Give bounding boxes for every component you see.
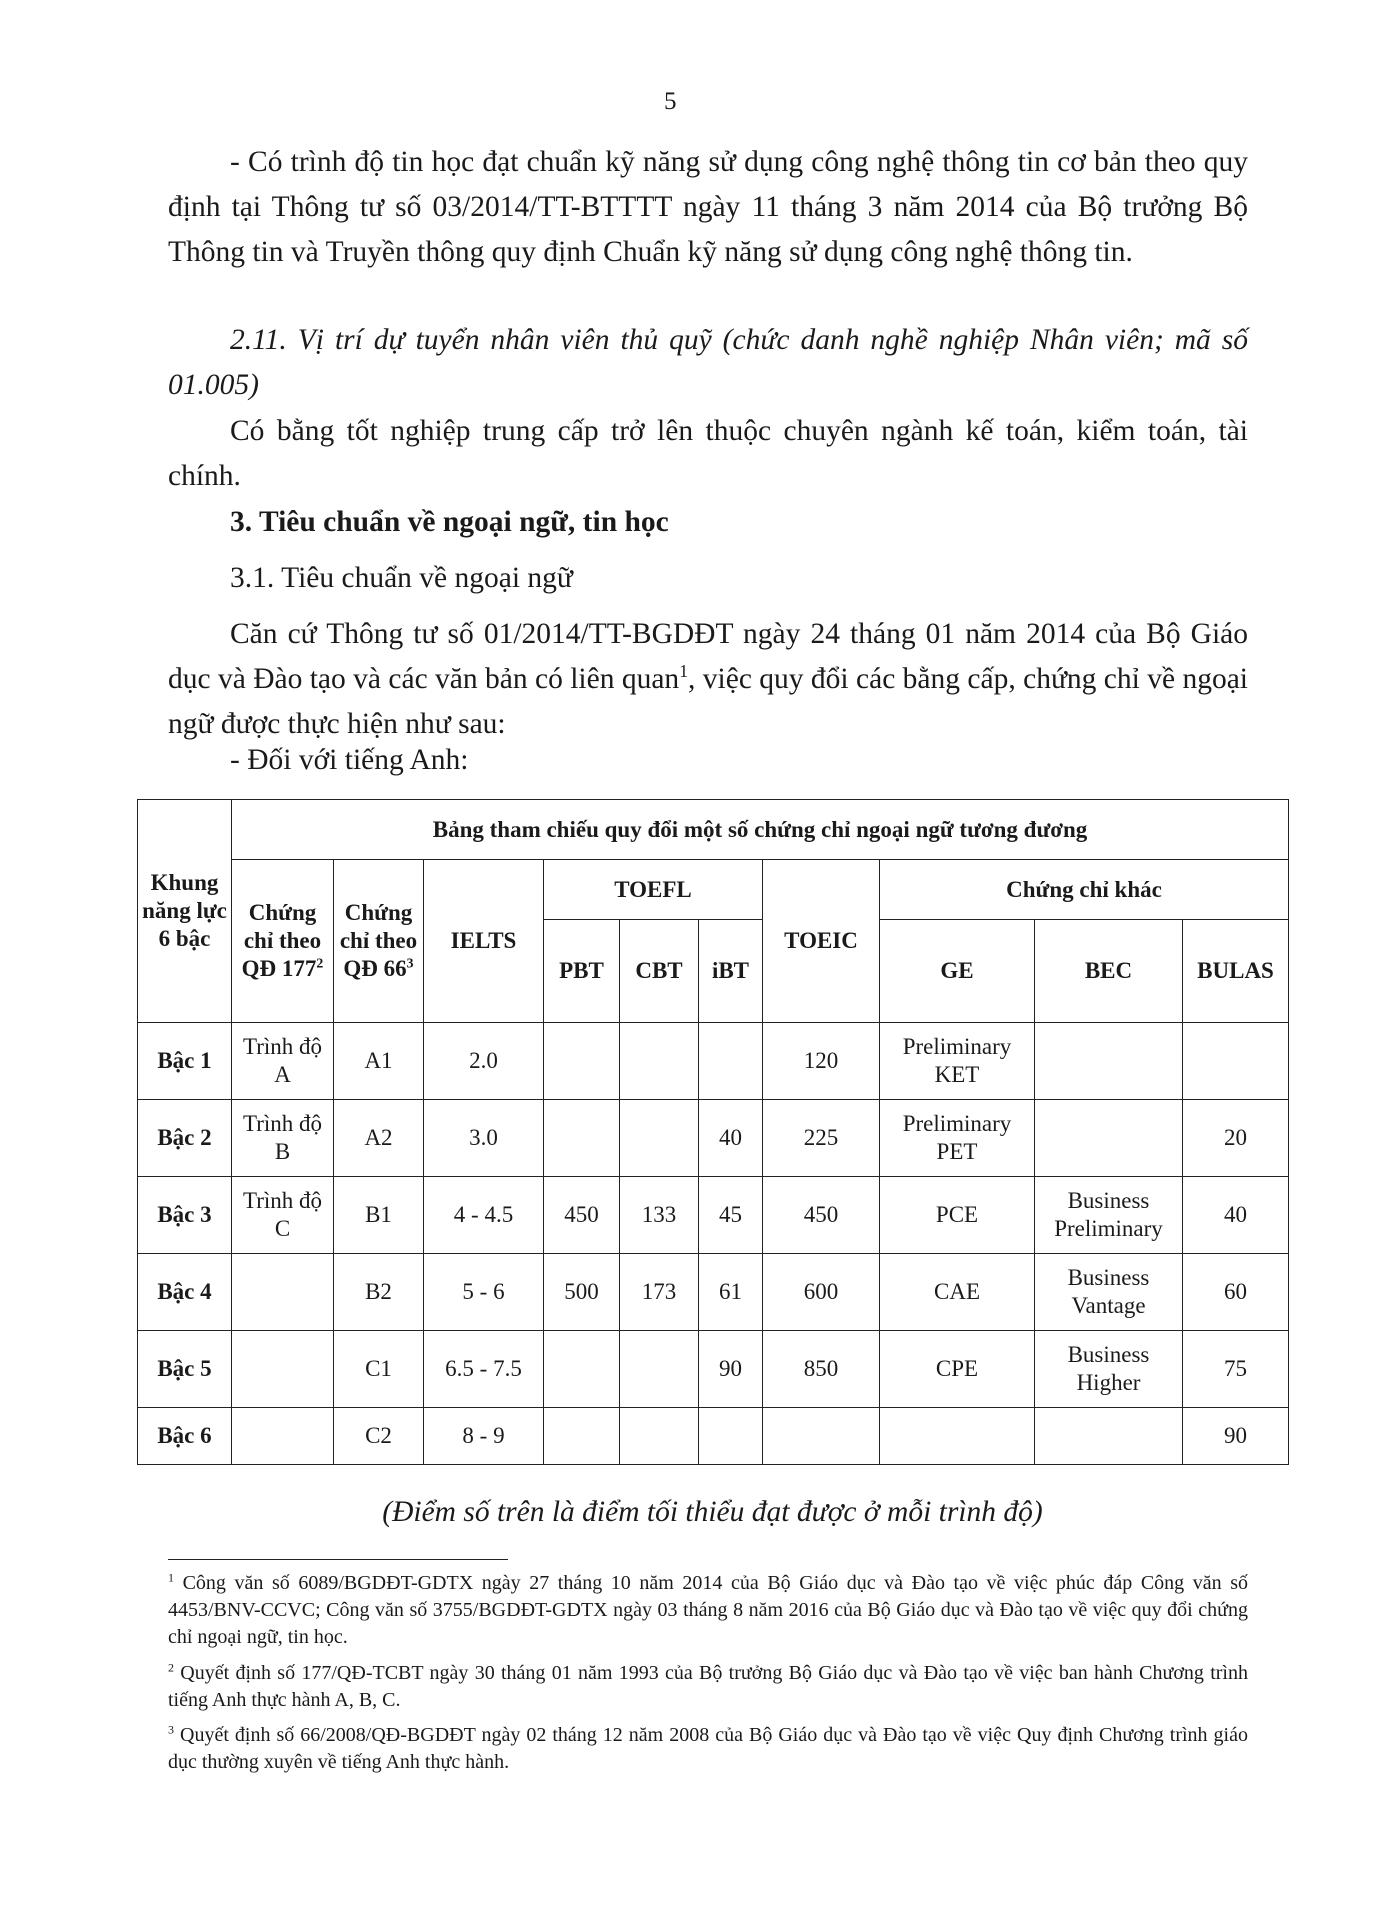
table-row — [138, 1331, 1289, 1408]
cell-ibt: 45 — [699, 1177, 763, 1254]
footnote-mark: 1 — [168, 1570, 174, 1585]
cell-bulas: 75 — [1183, 1331, 1289, 1408]
cell-qd177 — [232, 1408, 334, 1465]
header-other-certs: Chứng chỉ khác — [880, 860, 1289, 920]
cell-ielts: 3.0 — [424, 1100, 544, 1177]
cell-cbt: 173 — [620, 1254, 699, 1331]
cell-qd66: C1 — [334, 1331, 424, 1408]
header-toeic: TOEIC — [763, 860, 880, 1023]
cell-ge: PCE — [880, 1177, 1035, 1254]
table-row — [138, 1254, 1289, 1331]
legal-basis-text-b: , việc quy đổi các bằng cấp, chứng chỉ về ngoại ngữ được thực hiện như sau: — [168, 663, 1248, 740]
header-reference-table: Bảng tham chiếu quy đổi một số chứng chỉ ngoại ngữ tương đương — [232, 800, 1289, 860]
footnote-ref-2: 2 — [316, 955, 324, 971]
section-2-11-heading: 2.11. Vị trí dự tuyển nhân viên thủ quỹ (chức danh nghề nghiệp Nhân viên; mã số 01.005) — [168, 324, 1248, 401]
table-caption: (Điểm số trên là điểm tối thiểu đạt được ở mỗi trình độ) — [382, 1496, 1043, 1528]
footnote-divider — [168, 1559, 508, 1560]
cell-qd66: C2 — [334, 1408, 424, 1465]
legal-basis-text-a: Căn cứ Thông tư số 01/2014/TT-BGDĐT ngày 24 tháng 01 năm 2014 của Bộ Giáo dục và Đào tạo và các văn bản có liên quan — [168, 618, 1248, 695]
cell-bec: Business Vantage — [1035, 1254, 1183, 1331]
cell-bec — [1035, 1100, 1183, 1177]
cell-ge: CPE — [880, 1331, 1035, 1408]
cell-toeic: 120 — [763, 1023, 880, 1100]
paragraph-cashier-requirement: Có bằng tốt nghiệp trung cấp trở lên thuộc chuyên ngành kế toán, kiểm toán, tài chính. — [168, 415, 1248, 492]
footnote-text: Công văn số 6089/BGDĐT-GDTX ngày 27 tháng 10 năm 2014 của Bộ Giáo dục và Đào tạo về việc phúc đáp Công văn số 4453/BNV-CCVC; Công văn số 3755/BGDĐT-GDTX ngày 03 tháng 8 năm 2016 của Bộ Giáo dục và Đào tạo về việc quy đổi chứng chỉ ngoại ngữ, tin học. — [168, 1572, 1248, 1648]
cell-cbt — [620, 1100, 699, 1177]
cell-ielts: 8 - 9 — [424, 1408, 544, 1465]
cell-qd177: Trình độ B — [232, 1100, 334, 1177]
table-row — [138, 1100, 1289, 1177]
cell-bec — [1035, 1408, 1183, 1465]
cell-ibt — [699, 1408, 763, 1465]
cell-pbt — [544, 1408, 620, 1465]
header-toefl: TOEFL — [544, 860, 763, 920]
cell-qd66: A2 — [334, 1100, 424, 1177]
cell-ielts: 5 - 6 — [424, 1254, 544, 1331]
header-ibt: iBT — [699, 920, 763, 1023]
cell-toeic: 850 — [763, 1331, 880, 1408]
paragraph-english: - Đối với tiếng Anh: — [230, 744, 469, 776]
cell-toeic — [763, 1408, 880, 1465]
footnote-2 — [168, 1660, 1248, 1714]
cell-bulas: 20 — [1183, 1100, 1289, 1177]
header-qd177: Chứng chỉ theo QĐ $177^2$ — [232, 860, 334, 1023]
cell-level: Bậc 4 — [138, 1254, 232, 1331]
footnote-text: Quyết định số 177/QĐ-TCBT ngày 30 tháng 01 năm 1993 của Bộ trưởng Bộ Giáo dục và Đào tạo về việc ban hành Chương trình tiếng Anh thực hành A, B, C. — [168, 1662, 1248, 1711]
cell-qd66: B1 — [334, 1177, 424, 1254]
cell-pbt: 500 — [544, 1254, 620, 1331]
cell-ibt: 61 — [699, 1254, 763, 1331]
paragraph-it-standard: - Có trình độ tin học đạt chuẩn kỹ năng sử dụng công nghệ thông tin cơ bản theo quy định tại Thông tư số 03/2014/TT-BTTTT ngày 11 tháng 3 năm 2014 của Bộ trưởng Bộ Thông tin và Truyền thông quy định Chuẩn kỹ năng sử dụng công nghệ thông tin. — [168, 146, 1248, 268]
cell-bulas: 90 — [1183, 1408, 1289, 1465]
cell-cbt: 133 — [620, 1177, 699, 1254]
header-bec: BEC — [1035, 920, 1183, 1023]
cell-ielts: 4 - 4.5 — [424, 1177, 544, 1254]
header-ge: GE — [880, 920, 1035, 1023]
cell-ibt: 40 — [699, 1100, 763, 1177]
cell-toeic: 450 — [763, 1177, 880, 1254]
header-qd66: Chứng chỉ theo QĐ $66^3$ — [334, 860, 424, 1023]
footnote-ref-1: 1 — [679, 661, 689, 682]
cell-ielts: 2.0 — [424, 1023, 544, 1100]
cell-toeic: 600 — [763, 1254, 880, 1331]
cell-cbt — [620, 1331, 699, 1408]
header-pbt: PBT — [544, 920, 620, 1023]
table-row — [138, 1408, 1289, 1465]
header-ielts: IELTS — [424, 860, 544, 1023]
page-number: 5 — [664, 88, 677, 115]
cell-pbt: 450 — [544, 1177, 620, 1254]
cell-bec — [1035, 1023, 1183, 1100]
footnote-3 — [168, 1722, 1248, 1776]
footnote-mark: 2 — [168, 1660, 174, 1675]
cell-ge: Preliminary KET — [880, 1023, 1035, 1100]
cell-ibt — [699, 1023, 763, 1100]
header-bulas: BULAS — [1183, 920, 1289, 1023]
cell-qd177: Trình độ C — [232, 1177, 334, 1254]
cell-qd66: B2 — [334, 1254, 424, 1331]
cell-bec: Business Higher — [1035, 1331, 1183, 1408]
cell-level: Bậc 6 — [138, 1408, 232, 1465]
cell-toeic: 225 — [763, 1100, 880, 1177]
cell-qd177: Trình độ A — [232, 1023, 334, 1100]
footnote-ref-3: 3 — [406, 955, 414, 971]
section-3-1-heading: 3.1. Tiêu chuẩn về ngoại ngữ — [230, 562, 573, 594]
cell-bulas — [1183, 1023, 1289, 1100]
cell-bec: Business Preliminary — [1035, 1177, 1183, 1254]
footnote-mark: 3 — [168, 1722, 174, 1737]
cell-pbt — [544, 1100, 620, 1177]
cell-pbt — [544, 1023, 620, 1100]
cell-ielts: 6.5 - 7.5 — [424, 1331, 544, 1408]
cell-bulas: 60 — [1183, 1254, 1289, 1331]
cell-qd177 — [232, 1331, 334, 1408]
header-khung: Khung năng lực 6 bậc — [138, 800, 232, 1023]
cell-level: Bậc 3 — [138, 1177, 232, 1254]
cell-ge — [880, 1408, 1035, 1465]
footnote-text: Quyết định số 66/2008/QĐ-BGDĐT ngày 02 tháng 12 năm 2008 của Bộ Giáo dục và Đào tạo về việc Quy định Chương trình giáo dục thường xuyên về tiếng Anh thực hành. — [168, 1724, 1248, 1773]
cell-level: Bậc 1 — [138, 1023, 232, 1100]
cell-ge: Preliminary PET — [880, 1100, 1035, 1177]
cell-pbt — [544, 1331, 620, 1408]
table-row — [138, 1177, 1289, 1254]
cell-qd177 — [232, 1254, 334, 1331]
section-3-heading: 3. Tiêu chuẩn về ngoại ngữ, tin học — [230, 506, 669, 538]
cell-ge: CAE — [880, 1254, 1035, 1331]
paragraph-legal-basis — [168, 612, 1248, 747]
cell-qd66: A1 — [334, 1023, 424, 1100]
table-row — [138, 1023, 1289, 1100]
cell-cbt — [620, 1023, 699, 1100]
header-cbt: CBT — [620, 920, 699, 1023]
cell-level: Bậc 2 — [138, 1100, 232, 1177]
cell-cbt — [620, 1408, 699, 1465]
footnote-1 — [168, 1570, 1248, 1651]
cell-bulas: 40 — [1183, 1177, 1289, 1254]
cell-ibt: 90 — [699, 1331, 763, 1408]
cell-level: Bậc 5 — [138, 1331, 232, 1408]
english-conversion-table — [137, 799, 1289, 1465]
